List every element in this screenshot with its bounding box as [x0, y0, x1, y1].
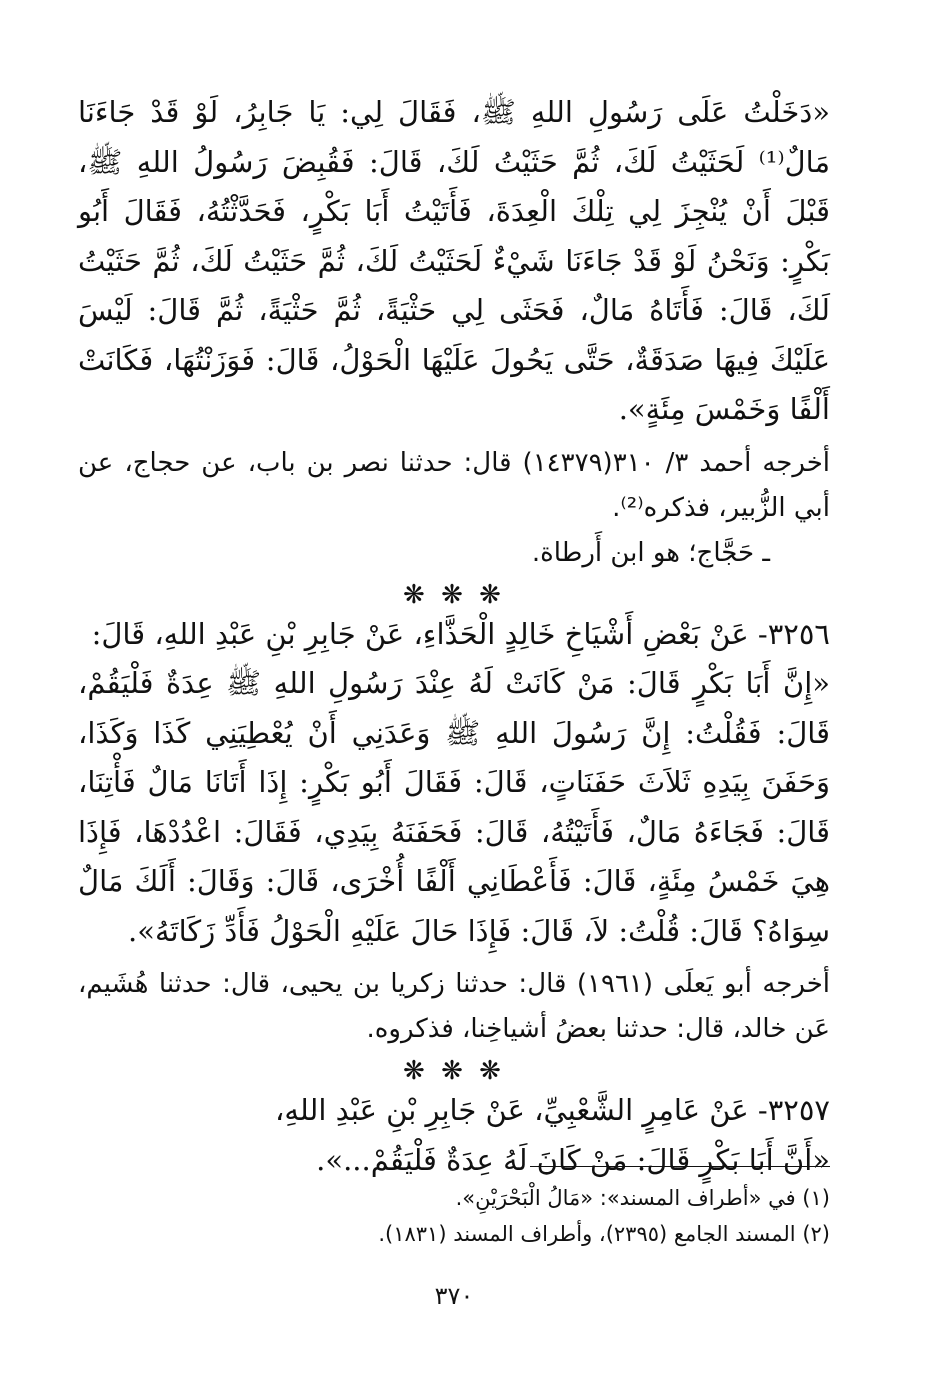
takhrij-3256: أخرجه أبو يَعلَى (١٩٦١) قال: حدثنا زكريا بن يحيى، قال: حدثنا هُشَيم، عَن خالد، قال: حدثنا بعضُ أشياخِنا، فذكروه.: [78, 969, 830, 1044]
hadith-text-1: «دَخَلْتُ عَلَى رَسُولِ اللهِ ﷺ، فَقَالَ لِي: يَا جَابِرُ، لَوْ قَدْ جَاءَنَا مَالٌ⁽¹⁾ لَحَثَيْتُ لَكَ، ثُمَّ حَثَيْتُ لَكَ، قَالَ: فَقُبِضَ رَسُولُ اللهِ ﷺ، قَبْلَ أَنْ يُنْجِزَ لِي تِلْكَ الْعِدَةَ، فَأَتَيْتُ أَبَا بَكْرٍ، فَحَدَّثْتُهُ، فَقَالَ أَبُو بَكْرٍ: وَنَحْنُ لَوْ قَدْ جَاءَنَا شَيْءٌ لَحَثَيْتُ لَكَ، ثُمَّ حَثَيْتُ لَكَ، ثُمَّ حَثَيْتُ لَكَ، قَالَ: فَأَتَاهُ مَالٌ، فَحَثَى لِي حَثْيَةً، ثُمَّ حَثْيَةً، ثُمَّ قَالَ: لَيْسَ عَلَيْكَ فِيهَا صَدَقَةٌ، حَتَّى يَحُولَ عَلَيْهَا الْحَوْلُ، قَالَ: فَوَزَنْتُهَا، فَكَانَتْ أَلْفًا وَخَمْسَ مِئَةٍ».: [78, 95, 830, 426]
narrator-note: ـ حَجَّاج؛ هو ابن أَرطاة.: [531, 537, 770, 568]
book-page: [78, 88, 830, 1338]
hadith-text-3257: «أَنَّ أَبَا بَكْرٍ قَالَ: مَنْ كَانَ لَهُ عِدَةٌ فَلْيَقُمْ...».: [316, 1142, 830, 1177]
section-separator-1: ❋ ❋ ❋: [403, 579, 505, 610]
takhrij-1: أخرجه أحمد ٣/ ٣١٠(١٤٣٧٩) قال: حدثنا نصر بن باب، عن حجاج، عن أبي الزُّبير، فذكره⁽²⁾.: [78, 447, 830, 523]
hadith-text-3256: «إِنَّ أَبَا بَكْرٍ قَالَ: مَنْ كَانَتْ لَهُ عِنْدَ رَسُولِ اللهِ ﷺ عِدَةٌ فَلْيَقُمْ، قَالَ: فَقُلْتُ: إِنَّ رَسُولَ اللهِ ﷺ وَعَدَنِي أَنْ يُعْطِيَنِي كَذَا وَكَذَا، وَحَفَنَ بِيَدِهِ ثَلاَثَ حَفَنَاتٍ، قَالَ: فَقَالَ أَبُو بَكْرٍ: إِذَا أَتَانَا مَالٌ فَأْتِنَا، قَالَ: فَجَاءَهُ مَالٌ، فَأَتَيْتُهُ، قَالَ: فَحَفَنَهُ بِيَدِي، فَقَالَ: اعْدُدْهَا، فَإِذَا هِيَ خَمْسُ مِئَةٍ، قَالَ: فَأَعْطَانِي أَلْفًا أُخْرَى، قَالَ: وَقَالَ: أَلَكَ مَالٌ سِوَاهُ؟ قَالَ: قُلْتُ: لاَ، قَالَ: فَإِذَا حَالَ عَلَيْهِ الْحَوْلُ فَأَدِّ زَكَاتَهُ».: [78, 666, 830, 948]
hadith-3257: [78, 1086, 830, 1185]
hadith-heading-3256: ٣٢٥٦- عَنْ بَعْضِ أَشْيَاخِ خَالِدٍ الْحَذَّاءِ، عَنْ جَابِرِ بْنِ عَبْدِ اللهِ، قَالَ:: [91, 616, 830, 651]
page-number: ٣٧٠: [434, 1282, 474, 1310]
hadith-heading-3257: ٣٢٥٧- عَنْ عَامِرٍ الشَّعْبِيِّ، عَنْ جَابِرِ بْنِ عَبْدِ اللهِ،: [275, 1093, 830, 1127]
footnote-rule: [530, 1166, 830, 1167]
footnote-1: (١) في «أطراف المسند»: «مَالُ الْبَحْرَيْنِ».: [455, 1186, 830, 1210]
section-separator-2: ❋ ❋ ❋: [403, 1056, 505, 1086]
footnotes: [78, 1180, 830, 1252]
footnote-2: (٢) المسند الجامع (٢٣٩٥)، وأطراف المسند (١٨٣١).: [378, 1222, 830, 1246]
